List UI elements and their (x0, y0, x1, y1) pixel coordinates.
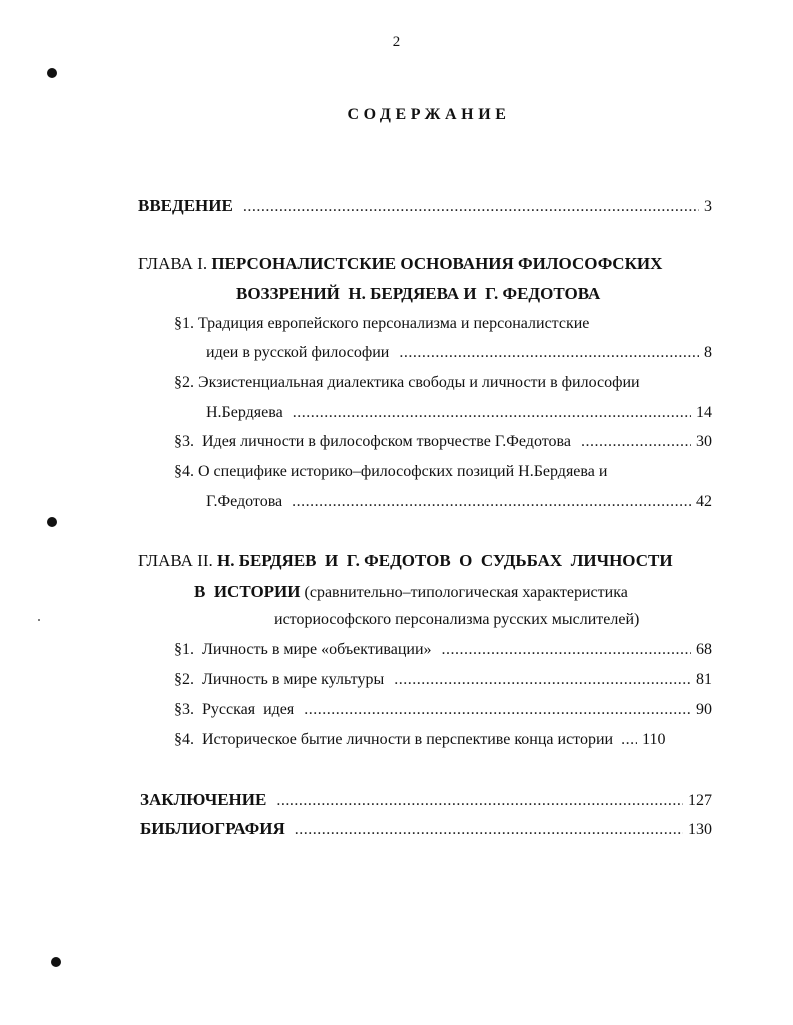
page-number: 2 (392, 34, 401, 50)
scan-speck (38, 619, 40, 621)
chapter-title-bold: В ИСТОРИИ (194, 582, 301, 601)
dot-leader (394, 671, 691, 689)
toc-section-text[interactable]: §4. О специфике историко–философских позиций Н.Бердяева и (174, 463, 608, 480)
dot-leader (292, 493, 691, 511)
toc-section-entry[interactable] (174, 731, 712, 753)
chapter-heading[interactable] (138, 254, 662, 274)
toc-section-label: Г.Федотова (206, 493, 283, 510)
toc-page-number: 8 (704, 344, 712, 361)
toc-page-number: 30 (696, 433, 712, 450)
toc-entry-label: ЗАКЛЮЧЕНИЕ (140, 790, 267, 809)
toc-page-number: 81 (696, 671, 712, 688)
toc-page-number: 130 (688, 821, 712, 838)
chapter-subtitle: (сравнительно–типологическая характеристика (304, 584, 628, 601)
toc-section-label: §3. Русская идея (174, 701, 295, 718)
toc-section-label: §2. Личность в мире культуры (174, 671, 385, 688)
toc-page-number: 14 (696, 404, 712, 421)
page-title: СОДЕРЖАНИЕ (347, 106, 511, 123)
dot-leader (442, 641, 691, 659)
toc-section-label: §4. Историческое бытие личности в перспективе конца истории (174, 731, 614, 748)
toc-page-number: 110 (642, 731, 666, 748)
dot-leader (621, 731, 637, 749)
toc-section-text[interactable]: §2. Экзистенциальная диалектика свободы и личности в философии (174, 374, 640, 391)
toc-section-entry[interactable] (174, 433, 712, 455)
chapter-prefix: ГЛАВА II. (138, 551, 213, 570)
toc-page-number: 42 (696, 493, 712, 510)
toc-page-number: 127 (688, 792, 712, 809)
dot-leader (295, 821, 683, 839)
dot-leader (276, 792, 683, 810)
toc-section-entry[interactable] (206, 344, 712, 366)
dot-leader (581, 433, 691, 451)
toc-entry-intro[interactable] (138, 196, 712, 218)
dot-leader (304, 701, 691, 719)
chapter-title: Н. БЕРДЯЕВ И Г. ФЕДОТОВ О СУДЬБАХ ЛИЧНОСТИ (216, 551, 673, 570)
chapter-subtitle-continued: историософского персонализма русских мыслителей) (274, 611, 640, 628)
toc-entry-conclusion[interactable] (140, 790, 712, 812)
toc-section-text[interactable]: §1. Традиция европейского персонализма и персоналистские (174, 315, 590, 332)
chapter-heading[interactable] (138, 551, 673, 571)
toc-section-entry[interactable] (174, 671, 712, 693)
punch-hole-bottom (51, 957, 61, 967)
toc-section-label: Н.Бердяева (206, 404, 283, 421)
toc-section-label: §1. Личность в мире «объективации» (174, 641, 432, 658)
punch-hole-top (47, 68, 57, 78)
toc-page-number: 3 (704, 198, 712, 215)
toc-page-number: 68 (696, 641, 712, 658)
toc-entry-label: ВВЕДЕНИЕ (138, 196, 233, 215)
punch-hole-middle (47, 517, 57, 527)
chapter-title: ПЕРСОНАЛИСТСКИЕ ОСНОВАНИЯ ФИЛОСОФСКИХ (211, 254, 663, 273)
chapter-title-continued (194, 582, 628, 602)
toc-section-entry[interactable] (174, 641, 712, 663)
dot-leader (399, 344, 699, 362)
toc-entry-label: БИБЛИОГРАФИЯ (140, 819, 285, 838)
dot-leader (243, 198, 699, 216)
toc-entry-bibliography[interactable] (140, 819, 712, 841)
toc-section-label: идеи в русской философии (206, 344, 390, 361)
toc-section-label: §3. Идея личности в философском творчестве Г.Федотова (174, 433, 571, 450)
toc-section-entry[interactable] (206, 404, 712, 426)
chapter-title-continued: ВОЗЗРЕНИЙ Н. БЕРДЯЕВА И Г. ФЕДОТОВА (236, 284, 601, 303)
toc-page-number: 90 (696, 701, 712, 718)
chapter-prefix: ГЛАВА I. (138, 254, 208, 273)
toc-section-entry[interactable] (174, 701, 712, 723)
toc-section-entry[interactable] (206, 493, 712, 515)
dot-leader (293, 404, 691, 422)
